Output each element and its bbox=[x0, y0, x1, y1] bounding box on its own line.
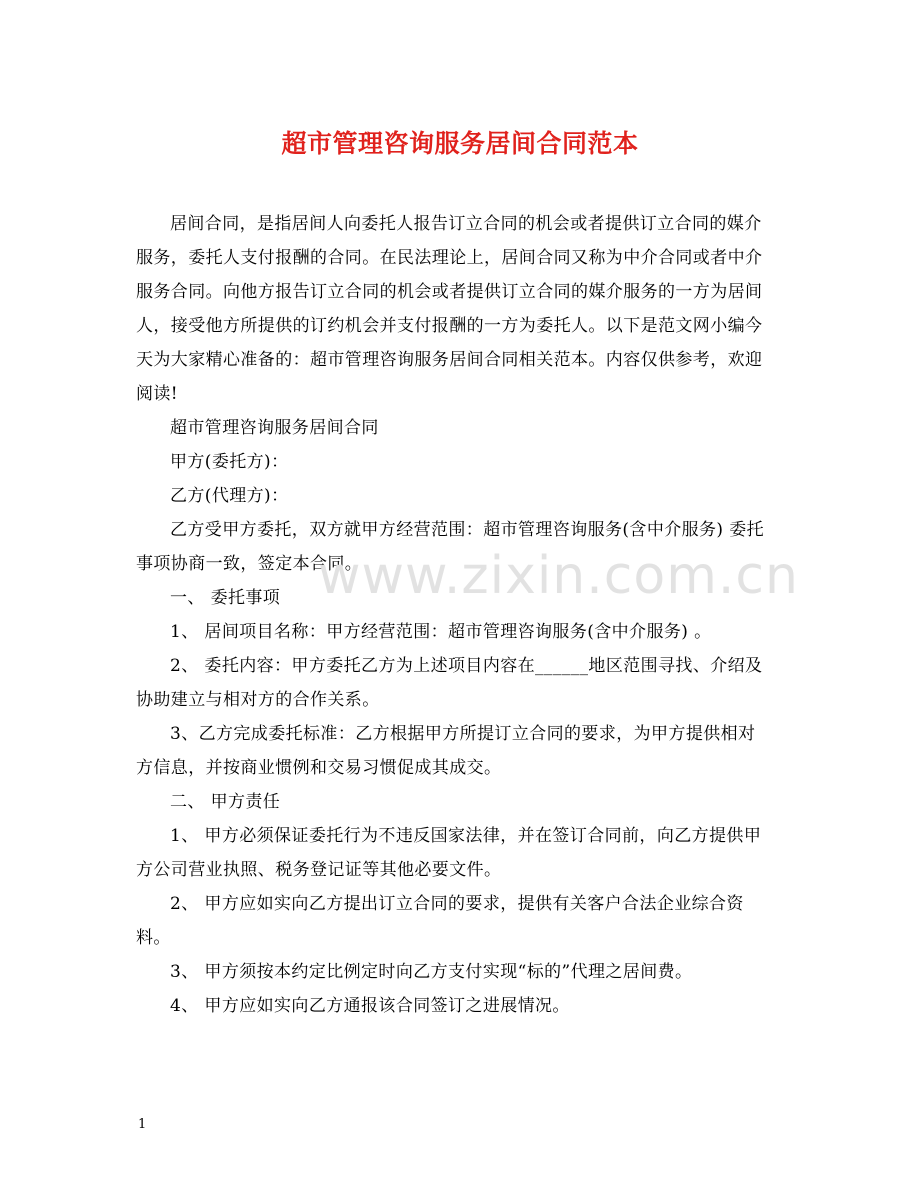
party-a-line: 甲方(委托方)： bbox=[170, 452, 289, 472]
intro-paragraph: 居间合同，是指居间人向委托人报告订立合同的机会或者提供订立合同的媒介服务，委托人支付报酬的合同。在民法理论上，居间合同又称为中介合同或者中介服务合同。向他方报告订立合同的机会或者提供订立合同的媒介服务的一方为居间人，接受他方所提供的订约机会并支付报酬的一方为委托人。以下是范文网小编今天为大家精心准备的：超市管理咨询服务居间合同相关范本。内容仅供参考，欢迎阅读! bbox=[136, 214, 763, 404]
document-body bbox=[136, 207, 772, 1023]
clause-2-4: 4、 甲方应如实向乙方通报该合同签订之进展情况。 bbox=[170, 996, 570, 1016]
clause-2-1: 1、 甲方必须保证委托行为不违反国家法律，并在签订合同前，向乙方提供甲方公司营业执照、税务登记证等其他必要文件。 bbox=[136, 826, 762, 880]
watermark: www.zixin.com.cn bbox=[318, 546, 799, 606]
clause-2-2: 2、 甲方应如实向乙方提出订立合同的要求，提供有关客户合法企业综合资料。 bbox=[136, 894, 744, 948]
section-heading-1: 一、 委托事项 bbox=[170, 588, 281, 608]
party-b-line: 乙方(代理方)： bbox=[170, 486, 289, 506]
clause-1-1: 1、 居间项目名称：甲方经营范围：超市管理咨询服务(含中介服务) 。 bbox=[170, 622, 712, 642]
contract-name: 超市管理咨询服务居间合同 bbox=[170, 418, 379, 438]
page-title: 超市管理咨询服务居间合同范本 bbox=[281, 129, 639, 158]
clause-1-3: 3、乙方完成委托标准：乙方根据甲方所提订立合同的要求，为甲方提供相对方信息，并按商业惯例和交易习惯促成其成交。 bbox=[136, 724, 756, 778]
section-heading-2: 二、 甲方责任 bbox=[170, 792, 281, 812]
page-number: 1 bbox=[138, 1117, 147, 1132]
clause-2-3: 3、 甲方须按本约定比例定时向乙方支付实现“标的”代理之居间费。 bbox=[170, 962, 693, 982]
clause-1-2: 2、 委托内容：甲方委托乙方为上述项目内容在______地区范围寻找、介绍及协助建立与相对方的合作关系。 bbox=[136, 656, 763, 710]
preamble-paragraph: 乙方受甲方委托，双方就甲方经营范围：超市管理咨询服务(含中介服务) 委托事项协商一致，签定本合同。 bbox=[136, 520, 765, 574]
